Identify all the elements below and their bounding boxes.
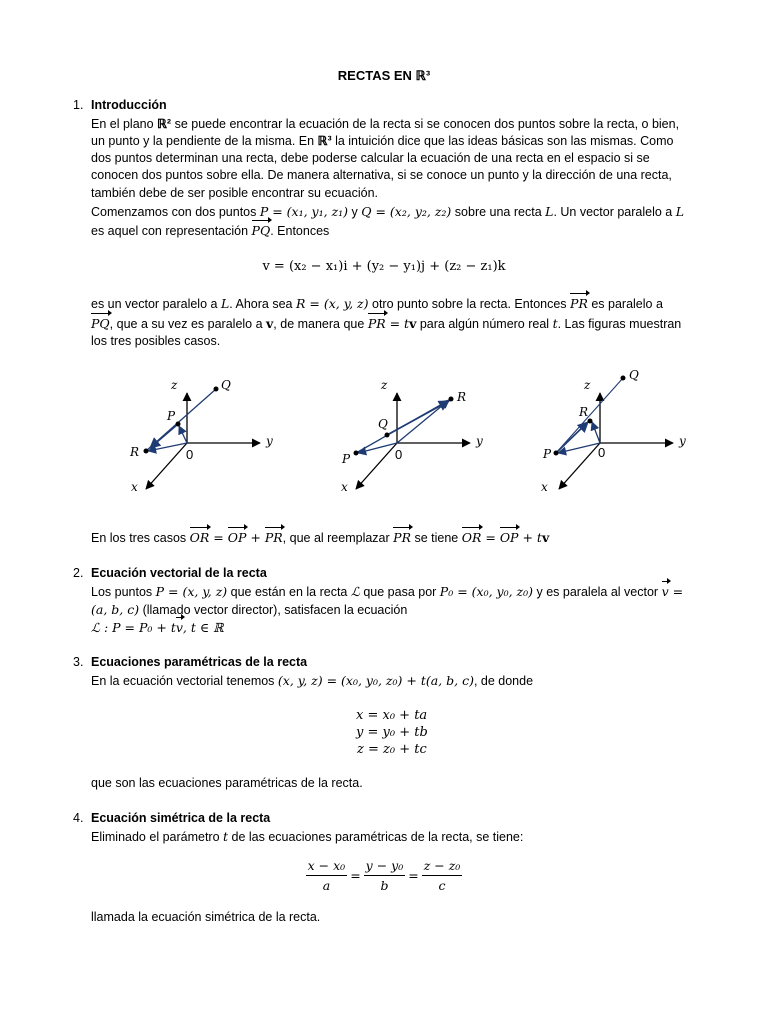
point-q [621,376,626,381]
intro-line-4: conocen dos puntos sobre ella. De manera alternativa, si se conoce un punto y la dirección de una recta, [91,168,672,182]
label-r: R [579,405,589,419]
parametric-line-1: En la ecuación vectorial tenemos (x, y, z) = (x₀, y₀, z₀) + t(a, b, c), de donde [91,673,534,688]
intro-line-8: es un vector paralelo a L. Ahora sea R = (x, y, z) otro punto sobre la recta. Entonces PR es paralelo a [91,296,663,311]
cases-line: En los tres casos OR = OP + PR, que al reemplazar PR se tiene OR = OP + tv [91,530,550,545]
x-axis [559,443,600,489]
intro-line-2: un punto y la pendiente de la misma. En ℝ³ la intuición dice que las ideas básicas son las mismas. Como [91,134,674,148]
fraction-z: $\frac{\text{z − z₀}}{c}$ [423,858,461,893]
section-4-title: Ecuación simétrica de la recta [91,811,271,825]
parametric-eq-y: y = y₀ + tb [356,725,428,740]
parametric-eq-x: x = x₀ + ta [356,708,428,723]
label-x: x [541,480,548,494]
equation-v: v = (x₂ − x₁)i + (y₂ − y₁)j + (z₂ − z₁)k [262,259,506,274]
label-z: z [584,378,591,392]
label-x: x [131,480,138,494]
figure-case-3 [541,368,686,494]
vectorial-line-2: (a, b, c) (llamado vector director), satisfacen la ecuación [91,602,408,617]
intro-line-10: los tres posibles casos. [91,334,221,348]
point-q [385,433,390,438]
section-1-title: Introducción [91,98,167,112]
label-origin: 0 [186,447,194,462]
figure-case-2 [341,378,483,494]
label-z: z [171,378,178,392]
label-origin: 0 [598,445,606,460]
point-q [214,387,219,392]
fraction-x: $\frac{\text{x − x₀}}{a}$ [307,858,346,893]
figure-case-1 [129,378,273,494]
point-p [176,422,181,427]
vector-op [179,426,187,443]
point-p [354,451,359,456]
intro-line-9: PQ, que a su vez es paralelo a v, de manera que PR = tv para algún número real t. Las figuras muestran [91,316,682,331]
section-2-title: Ecuación vectorial de la recta [91,566,267,580]
point-p [554,451,559,456]
section-3-title: Ecuaciones paramétricas de la recta [91,655,308,669]
label-x: x [341,480,348,494]
label-q: Q [221,378,231,392]
label-y: y [476,434,483,448]
label-p: P [342,452,351,466]
symmetric-line-1: Eliminado el parámetro t de las ecuaciones paramétricas de la recta, se tiene: [91,829,524,844]
section-2-number: 2. [73,566,84,580]
intro-line-6: Comenzamos con dos puntos P = (x₁, y₁, z₁) y Q = (x₂, y₂, z₂) sobre una recta L. Un vector paralelo a L [91,204,685,219]
label-z: z [381,378,388,392]
parametric-line-2: que son las ecuaciones paramétricas de la recta. [91,776,363,790]
symmetric-line-2: llamada la ecuación simétrica de la recta. [91,910,321,924]
intro-line-3: dos puntos determinan una recta, debe poderse calcular la ecuación de una recta en el espacio si se [91,151,650,165]
vectorial-equation: ℒ : P = P₀ + tv, t ∈ ℝ [91,620,224,635]
intro-line-5: también debe de ser posible encontrar su ecuación. [91,186,378,200]
label-p: P [167,409,176,423]
fraction-y: $\frac{\text{y − y₀}}{b}$ [365,858,404,893]
intro-line-7: es aquel con representación PQ. Entonces [91,223,330,238]
figures-three-cases [0,360,768,500]
label-p: P [543,447,552,461]
label-r: R [457,390,467,404]
point-r [588,419,593,424]
symmetric-equation: $\frac{\text{x − x₀}}{a}$ = $\frac{\text{y − y₀}}{b}$ = $\frac{\text{z − z₀}}{c}$ [307,858,461,893]
intro-line-1: En el plano ℝ² se puede encontrar la ecuación de la recta si se conocen dos puntos sobre la recta, o bien, [91,117,680,131]
page-title: RECTAS EN ℝ³ [337,68,431,83]
vector-or [592,422,600,443]
label-q: Q [629,368,639,382]
vector-pr [387,401,449,435]
vectorial-line-1: Los puntos P = (x, y, z) que están en la recta ℒ que pasa por P₀ = (x₀, y₀, z₀) y es paralela al vector v = [91,584,684,599]
label-y: y [679,434,686,448]
point-r [144,449,149,454]
point-r [449,397,454,402]
section-3-number: 3. [73,655,84,669]
section-1-number: 1. [73,98,84,112]
vector-pr [150,424,178,448]
label-y: y [266,434,273,448]
label-origin: 0 [395,447,403,462]
label-q: Q [378,417,388,431]
parametric-eq-z: z = z₀ + tc [357,742,427,757]
vector-or [397,400,449,443]
label-r: R [130,445,140,459]
vector-pr [556,422,588,453]
section-4-number: 4. [73,811,84,825]
